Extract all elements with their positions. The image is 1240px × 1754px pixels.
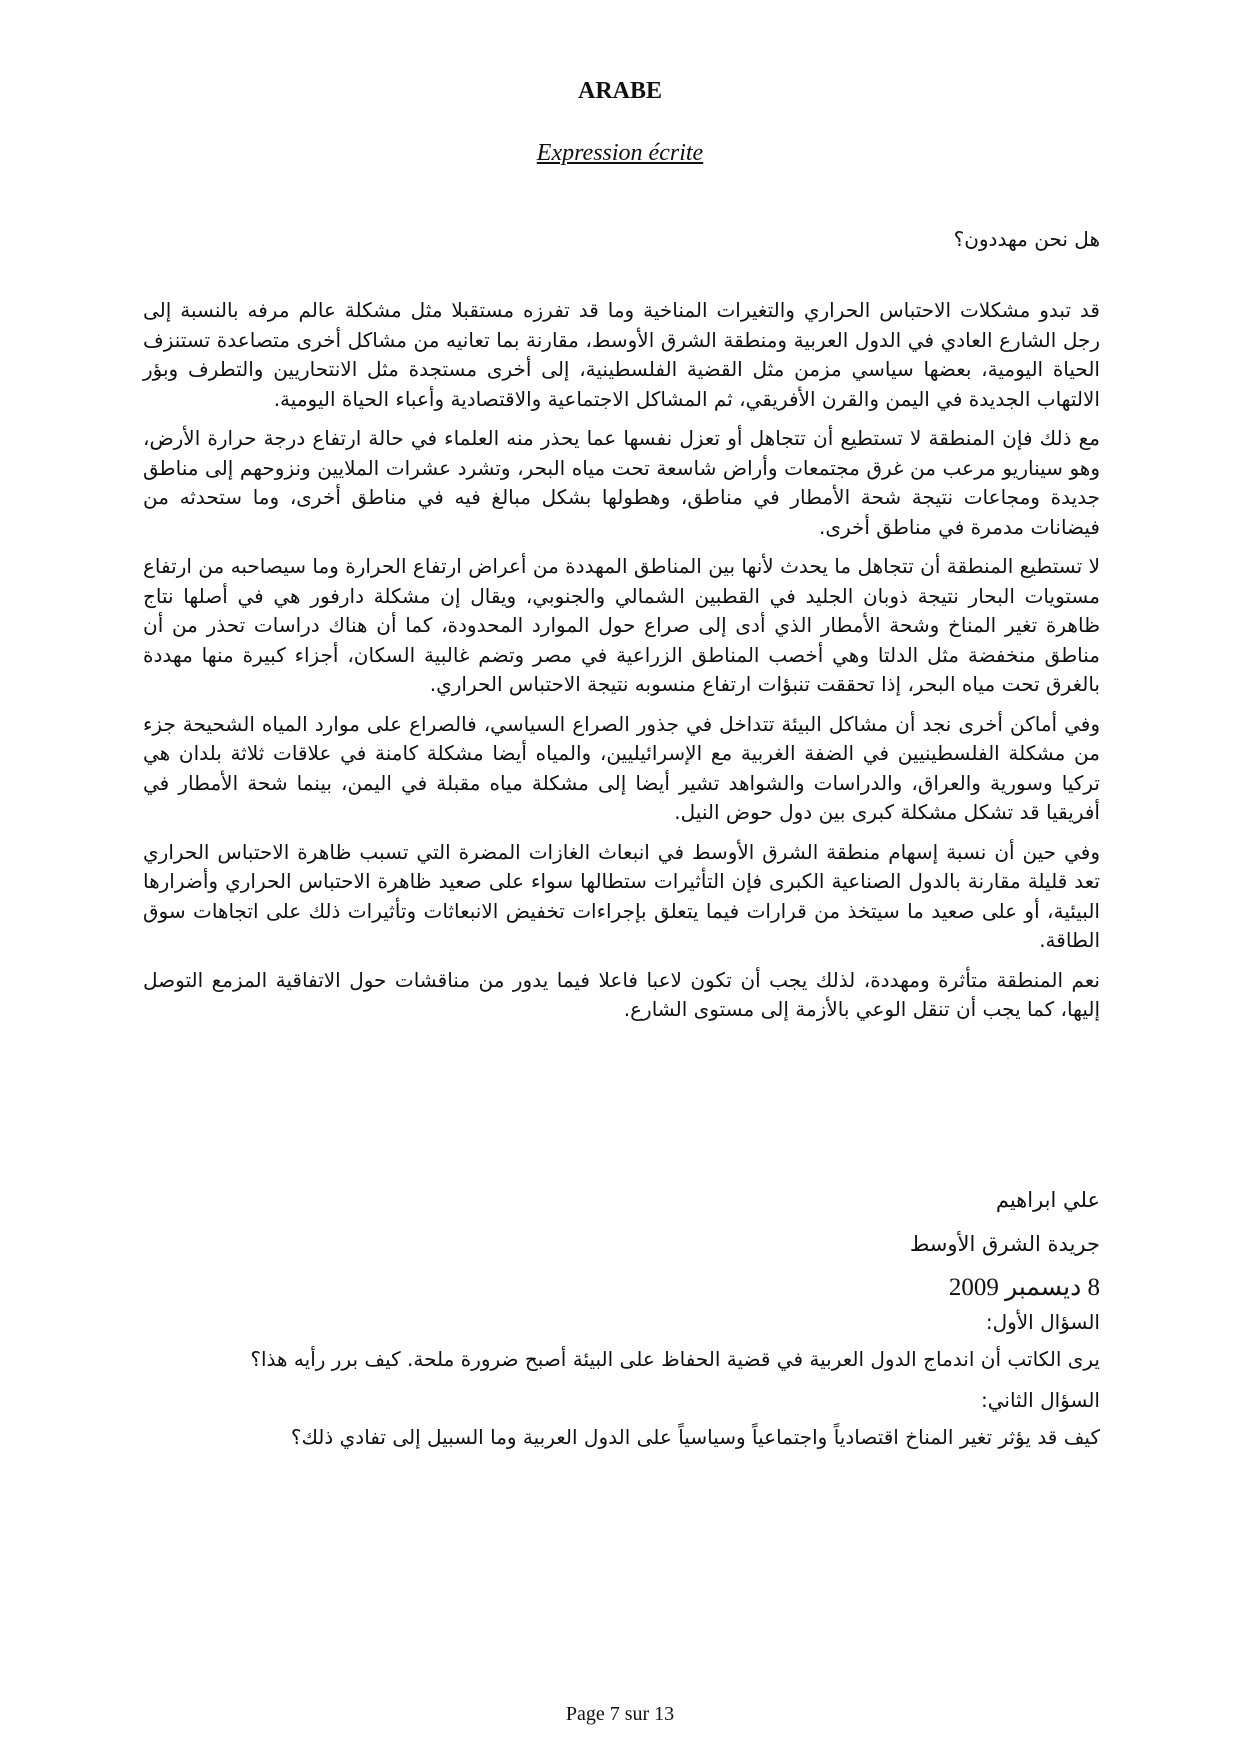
section-heading: Expression écrite (536, 140, 704, 166)
page-number: Page 7 sur 13 (565, 1703, 675, 1725)
questions-block (143, 1300, 1100, 1464)
question-label: السؤال الأول: (985, 1310, 1100, 1334)
question-label: السؤال الثاني: (980, 1388, 1100, 1412)
article-paragraph: مع ذلك فإن المنطقة لا تستطيع أن تتجاهل أو تعزل نفسها عما يحذر منه العلماء في حالة ارتفاع درجة حرارة الأرض، وهو سيناريو مرعب من غرق مجتمعات وأراض شاسعة تحت مياه البحر، وتشرد عشرات الملايين ونزوحهم إلى مناطق جديدة ومجاعات نتيجة شحة الأمطار في مناطق، وهطولها بشكل مبالغ فيه في مناطق أخرى، وما ستحدثه من فيضانات مدمرة في مناطق أخرى. (143, 426, 1100, 539)
source-name: جريدة الشرق الأوسط (909, 1232, 1100, 1256)
article-signature (910, 1178, 1100, 1310)
article-paragraph: وفي أماكن أخرى نجد أن مشاكل البيئة تتداخل في جذور الصراع السياسي، فالصراع على موارد المياه الشحيحة جزء من مشكلة الفلسطينيين في الضفة الغربية مع الإسرائيليين، والمياه أيضا مشكلة كامنة في علاقات ثلاثة بلدان هي تركيا وسورية والعراق، والدراسات والشواهد تشير أيضا إلى مشكلة مياه مقبلة في اليمن، بينما شحة الأمطار في أفريقيا قد تشكل مشكلة كبرى بين دول حوض النيل. (143, 711, 1100, 824)
subject-heading: ARABE (577, 78, 662, 104)
article-paragraph: نعم المنطقة متأثرة ومهددة، لذلك يجب أن تكون لاعبا فاعلا فيما يدور من مناقشات حول الاتفاقية المزمع التوصل إليها، كما يجب أن تنقل الوعي بالأزمة إلى مستوى الشارع. (143, 967, 1100, 1021)
article-title: هل نحن مهددون؟ (953, 227, 1100, 251)
article-date: 8 ديسمبر 2009 (948, 1274, 1100, 1301)
article-paragraph: لا تستطيع المنطقة أن تتجاهل ما يحدث لأنها بين المناطق المهددة من أعراض ارتفاع الحرارة وما سيصاحبه من ارتفاع مستويات البحار نتيجة ذوبان الجليد في القطبين الشمالي والجنوبي، ويقال إن مشكلة دارفور هي في أصلها نتاج ظاهرة تغير المناخ وشحة الأمطار الذي أدى إلى صراع حول الموارد المحدودة، كما أن هناك دراسات تحذر من أن مناطق منخفضة مثل الدلتا وهي أخصب المناطق الزراعية في مصر وتضم غالبية السكان، أجزاء كبيرة منها مهددة بالغرق تحت مياه البحر، إذا تحققت تنبؤات ارتفاع منسوبه نتيجة الاحتباس الحراري. (143, 554, 1100, 696)
question-text: كيف قد يؤثر تغير المناخ اقتصادياً واجتماعياً وسياسياً على الدول العربية وما السبيل إلى تفادي ذلك؟ (290, 1425, 1100, 1449)
article-body (143, 296, 1100, 1035)
article-paragraph: قد تبدو مشكلات الاحتباس الحراري والتغيرات المناخية وما قد تفرزه مستقبلا مثل مشكلة عالم مرفه بالنسبة إلى رجل الشارع العادي في الدول العربية ومنطقة الشرق الأوسط، مقارنة بما تعانيه من مشاكل أخرى متصاعدة تستنزف الحياة اليومية، بعضها سياسي مزمن مثل القضية الفلسطينية، إلى أخرى مستجدة مثل الانتحاريين والتطرف وبؤر الالتهاب الجديدة في اليمن والقرن الأفريقي، ثم المشاكل الاجتماعية والاقتصادية وأعباء الحياة اليومية. (143, 298, 1100, 411)
article-paragraph: وفي حين أن نسبة إسهام منطقة الشرق الأوسط في انبعاث الغازات المضرة التي تسبب ظاهرة الاحتباس الحراري تعد قليلة مقارنة بالدول الصناعية الكبرى فإن التأثيرات ستطالها سواء على صعيد ظاهرة الاحتباس الحراري وأضرارها البيئية، أو على صعيد ما سيتخذ من قرارات فيما يتعلق بإجراءات تخفيض الانبعاثات وتأثيرات ذلك على اتجاهات سوق الطاقة. (143, 839, 1100, 952)
question-text: يرى الكاتب أن اندماج الدول العربية في قضية الحفاظ على البيئة أصبح ضرورة ملحة. كيف برر رأيه هذا؟ (250, 1347, 1100, 1371)
author-name: علي ابراهيم (995, 1188, 1100, 1212)
